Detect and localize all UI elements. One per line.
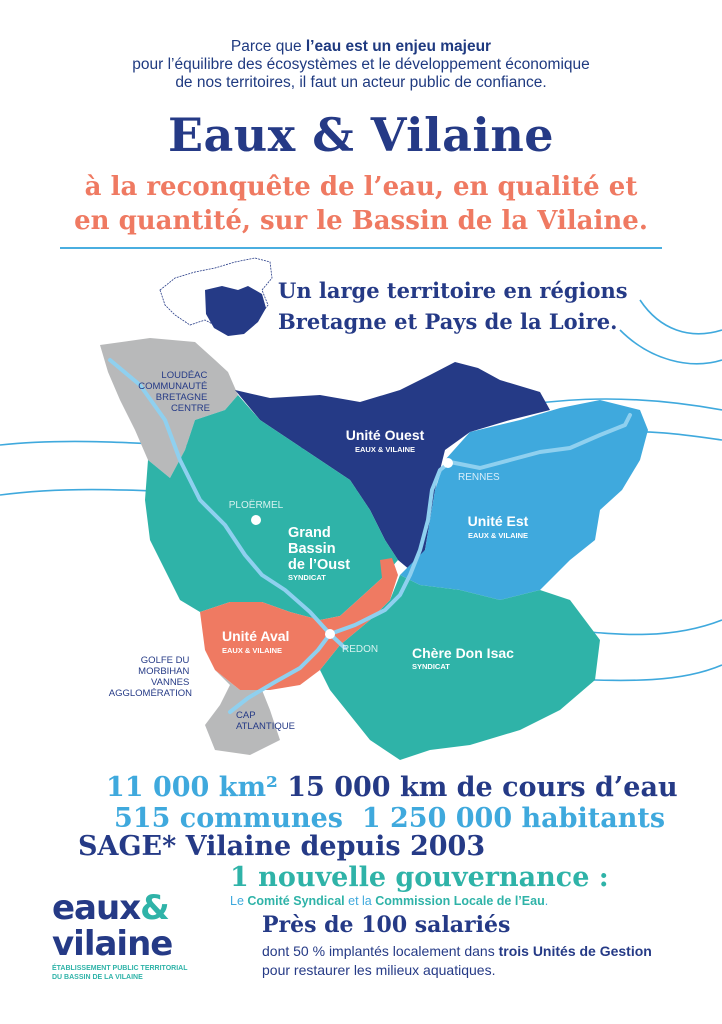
cap-label-1: CAP <box>236 710 256 721</box>
gov-p3: . <box>544 894 549 908</box>
unite-aval-sub: EAUX & VILAINE <box>222 646 283 655</box>
stat-area: 11 000 km² <box>106 772 278 803</box>
gov-b2: Commission Locale de l’Eau <box>375 894 545 908</box>
region-outline-icon <box>160 258 272 336</box>
gov-p1: Le <box>230 894 248 908</box>
golfe-label-3: VANNES <box>150 677 190 688</box>
stats-line-2 <box>114 803 665 834</box>
rennes-label: RENNES <box>458 472 500 483</box>
territory-heading <box>278 275 628 337</box>
intro-line3: de nos territoires, il faut un acteur public de confiance. <box>175 74 547 91</box>
logo-word2: vilaine <box>52 924 173 964</box>
unite-ouest-label: Unité Ouest <box>345 427 425 443</box>
unite-est-sub: EAUX & VILAINE <box>467 531 529 540</box>
stat-rivers: 15 000 km de cours d’eau <box>287 772 678 803</box>
staff-b1: trois Unités de Gestion <box>498 943 652 959</box>
gbo-label-1: Grand <box>288 525 331 541</box>
logo-tag1: ÉTABLISSEMENT PUBLIC TERRITORIAL <box>52 965 188 972</box>
staff-p1: dont 50 % implantés localement dans <box>262 943 499 959</box>
loudeac-label-2: COMMUNAUTÉ <box>138 381 208 392</box>
redon-label: REDON <box>342 644 379 655</box>
loudeac-label: LOUDÉAC <box>161 370 208 381</box>
logo-word1: eaux <box>52 888 141 928</box>
loudeac-label-3: BRETAGNE <box>155 392 208 403</box>
gbo-label-2: Bassin <box>288 541 336 557</box>
stat-sage: SAGE* Vilaine depuis 2003 <box>78 831 486 862</box>
subtitle-line2: en quantité, sur le Bassin de la Vilaine. <box>74 206 648 236</box>
gbo-sub: SYNDICAT <box>288 573 326 582</box>
cap-label-2: ATLANTIQUE <box>236 721 295 732</box>
subtitle-line1: à la reconquête de l’eau, en qualité et <box>84 172 638 202</box>
intro-line1-pre: Parce que <box>230 38 306 55</box>
redon-dot <box>325 629 335 639</box>
logo-tag2: DU BASSIN DE LA VILAINE <box>52 974 143 981</box>
intro-line1-bold: l’eau est un enjeu majeur <box>305 38 492 55</box>
staff-detail <box>262 942 682 980</box>
golfe-label-4: AGGLOMÉRATION <box>108 688 192 699</box>
gov-b1: Comité Syndical <box>247 894 345 908</box>
ploermel-label: PLOËRMEL <box>228 500 284 511</box>
golfe-label-1: GOLFE DU <box>140 655 190 666</box>
staff-p2: pour restaurer les milieux aquatiques. <box>262 962 496 978</box>
logo-tagline <box>52 964 212 982</box>
territory-line1: Un large territoire en régions <box>278 278 628 303</box>
stat-communes: 515 communes <box>114 803 343 834</box>
page-title: Eaux & Vilaine <box>167 108 555 162</box>
logo-amp: & <box>140 888 170 928</box>
golfe-label-2: MORBIHAN <box>138 666 190 677</box>
ploermel-dot <box>251 515 261 525</box>
governance-detail <box>230 894 548 908</box>
chere-sub: SYNDICAT <box>412 662 450 671</box>
intro-line2: pour l’équilibre des écosystèmes et le développement économique <box>132 56 590 73</box>
loudeac-label-4: CENTRE <box>170 403 210 414</box>
territory-line2: Bretagne et Pays de la Loire. <box>278 309 618 334</box>
stat-inhabitants: 1 250 000 habitants <box>361 803 666 834</box>
svg-text:GOLFE DU MORBIHAN <box>109 655 192 699</box>
unite-aval-label: Unité Aval <box>222 628 290 644</box>
gbo-label-3: de l’Oust <box>288 557 351 573</box>
chere-label: Chère Don Isac <box>412 645 514 661</box>
stats-line-1 <box>106 772 678 803</box>
gov-p2: et la <box>344 894 376 908</box>
rennes-dot <box>443 458 453 468</box>
stat-staff: Près de 100 salariés <box>262 912 511 938</box>
logo <box>52 888 212 982</box>
stat-governance: 1 nouvelle gouvernance : <box>230 862 609 893</box>
unite-ouest-sub: EAUX & VILAINE <box>354 445 416 454</box>
unite-est-label: Unité Est <box>467 513 529 529</box>
